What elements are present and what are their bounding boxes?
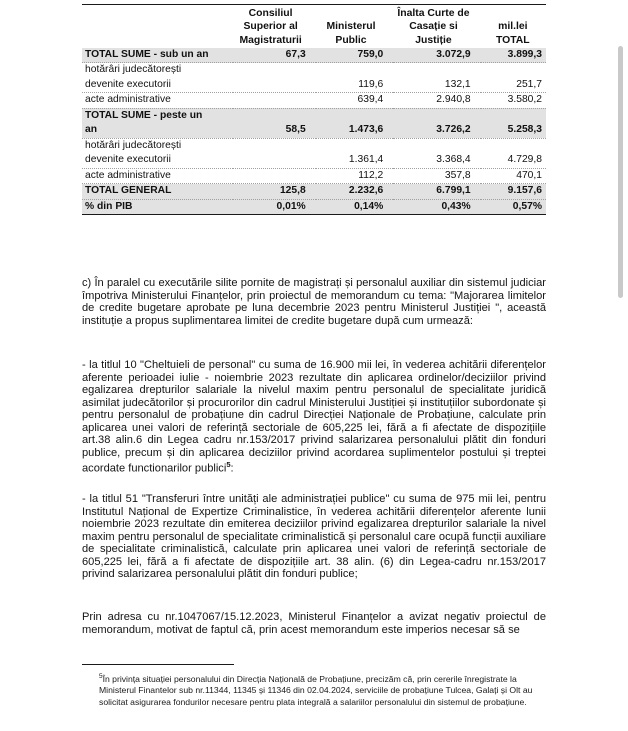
cell-ministerul-public: 759,0 bbox=[316, 48, 394, 63]
scrollbar-thumb[interactable] bbox=[618, 46, 623, 298]
cell-total: 9.157,6 bbox=[481, 184, 546, 200]
cell-iccj: 3.368,4 bbox=[393, 153, 480, 168]
row-label: an bbox=[82, 123, 233, 138]
footnote-number: 5 bbox=[99, 673, 103, 680]
cell-csm bbox=[233, 138, 316, 153]
cell-ministerul-public: 1.361,4 bbox=[316, 153, 394, 168]
cell-ministerul-public: 119,6 bbox=[316, 78, 394, 93]
row-label: TOTAL SUME - sub un an bbox=[82, 48, 233, 63]
header-line: Înalta Curte de bbox=[397, 8, 470, 19]
table-body bbox=[82, 48, 546, 215]
header-line: Superior al bbox=[243, 21, 298, 33]
row-label: hotărâri judecătorești bbox=[85, 64, 182, 76]
cell-ministerul-public: 2.232,6 bbox=[316, 184, 394, 200]
table-row bbox=[82, 63, 546, 78]
table-header bbox=[82, 5, 546, 48]
paragraph-c-executari-silite: c) În paralel cu executările silite pornite de magistrați și personalul auxiliar din sistemul judiciar împotriva Ministerului Finanțelor, prin proiectul de memorandum cu tema: "Majorarea limitelor de credite bugetare aprobate pe luna decembrie 2023 pentru Ministerul Justiției ", această instituție a propus suplimentarea limitei de credite bugetare după cum urmează: bbox=[82, 277, 546, 327]
cell-iccj: 0,43% bbox=[393, 199, 480, 215]
header-line: Justiție bbox=[415, 34, 452, 46]
table-row bbox=[82, 123, 546, 138]
cell-iccj bbox=[393, 138, 480, 153]
cell-csm: 67,3 bbox=[233, 48, 316, 63]
table-row bbox=[82, 168, 546, 184]
row-label: TOTAL GENERAL bbox=[82, 184, 233, 200]
header-cell-label bbox=[82, 5, 233, 48]
cell-total: 3.899,3 bbox=[481, 48, 546, 63]
footnote-reference-marker[interactable]: 5 bbox=[226, 460, 231, 470]
cell-total bbox=[481, 108, 546, 123]
table-row bbox=[82, 48, 546, 63]
cell-ministerul-public: 1.473,6 bbox=[316, 123, 394, 138]
cell-total: 470,1 bbox=[481, 168, 546, 184]
cell-iccj bbox=[393, 108, 480, 123]
cell-iccj bbox=[393, 63, 480, 78]
cell-csm bbox=[233, 93, 316, 109]
row-label: devenite executorii bbox=[82, 78, 233, 93]
cell-total: 3.580,2 bbox=[481, 93, 546, 109]
paragraph-text-tail: : bbox=[230, 463, 234, 476]
header-line: Public bbox=[335, 34, 367, 46]
cell-iccj: 6.799,1 bbox=[393, 184, 480, 200]
cell-iccj: 2.940,8 bbox=[393, 93, 480, 109]
paragraph-text: - la titlul 10 "Cheltuieli de personal" cu suma de 16.900 mii lei, în vederea achitării diferențelor aferente perioadei iulie - noiembrie 2023 rezultate din aplicarea ordinelor/deciziilor privind egalizarea drepturilor salariale la nivelul maxim pentru personalul de specialitate juridică asimilat judecătorilor și procurorilor din cadrul Ministerului Justiției și instituțiilor subordonate și pentru personalul de probațiune din cadrul Direcției Naționale de Probațiune, calculate prin aplicarea unei valori de referință sectoriale de 605,225 lei, fără a fi afectate de dispozițiile art.38 alin.6 din Legea cadru nr.153/2017 privind salarizarea personalului plătit din fonduri publice, precum și din aplicarea deciziilor privind acordarea suplimentelor postului și treptei acordate functionarilor publici bbox=[82, 359, 546, 476]
header-cell-iccj bbox=[393, 5, 480, 48]
cell-csm: 125,8 bbox=[233, 184, 316, 200]
cell-total: 251,7 bbox=[481, 78, 546, 93]
cell-csm: 58,5 bbox=[233, 123, 316, 138]
header-line: Magistraturii bbox=[239, 34, 302, 46]
header-line: TOTAL bbox=[495, 34, 530, 46]
financial-summary-table bbox=[82, 4, 546, 215]
table-row bbox=[82, 184, 546, 200]
row-label: devenite executorii bbox=[82, 153, 233, 168]
cell-ministerul-public bbox=[316, 108, 394, 123]
paragraph-titlul-10-cheltuieli-de-personal bbox=[82, 359, 546, 476]
row-label: acte administrative bbox=[82, 168, 233, 184]
paragraph-adresa-aviz-negativ: Prin adresa cu nr.1047067/15.12.2023, Ministerul Finanțelor a avizat negativ proiectul de memorandum, motivat de faptul că, prin acest memorandum este imperios necesar să se bbox=[82, 611, 546, 636]
table-row bbox=[82, 138, 546, 153]
cell-csm: 0,01% bbox=[233, 199, 316, 215]
cell-ministerul-public bbox=[316, 138, 394, 153]
cell-csm bbox=[233, 153, 316, 168]
table-row bbox=[82, 78, 546, 93]
cell-total: 4.729,8 bbox=[481, 153, 546, 168]
cell-ministerul-public: 112,2 bbox=[316, 168, 394, 184]
header-line: Consiliul bbox=[248, 8, 293, 19]
table-row bbox=[82, 93, 546, 109]
cell-iccj: 3.072,9 bbox=[393, 48, 480, 63]
cell-ministerul-public bbox=[316, 63, 394, 78]
paragraph-titlul-51-transferuri: - la titlul 51 "Transferuri între unități ale administrației publice" cu suma de 975 mii lei, pentru Institutul Național de Expertize Criminalistice, în vederea achitării diferențelor aferente lunii noiembrie 2023 rezultate din emiterea deciziilor privind egalizarea drepturilor salariale la nivel maxim pentru personalul de specialitate criminalistică și personalul care ocupă funcții auxiliare de specialitate criminalistică, calculate prin aplicarea unei valori de referință sectoriale de 605,225 lei, fără a fi afectate de dispozițiile art. 38 alin. (6) din Legea-cadru nr.153/2017 privind salarizarea personalului plătit din fonduri publice; bbox=[82, 493, 546, 581]
cell-iccj: 3.726,2 bbox=[393, 123, 480, 138]
cell-ministerul-public: 0,14% bbox=[316, 199, 394, 215]
cell-csm bbox=[233, 63, 316, 78]
row-label: % din PIB bbox=[82, 199, 233, 215]
row-label: TOTAL SUME - peste un bbox=[82, 108, 233, 123]
header-cell-total bbox=[481, 5, 546, 48]
footnote-separator-rule bbox=[82, 664, 234, 665]
table-row bbox=[82, 153, 546, 168]
cell-total: 5.258,3 bbox=[481, 123, 546, 138]
table-row bbox=[82, 108, 546, 123]
cell-total bbox=[481, 63, 546, 78]
row-label: acte administrative bbox=[82, 93, 233, 109]
footnote-5 bbox=[99, 671, 546, 708]
table-row bbox=[82, 199, 546, 215]
cell-total: 0,57% bbox=[481, 199, 546, 215]
cell-csm bbox=[233, 168, 316, 184]
header-line: mil.lei bbox=[498, 21, 528, 33]
header-line: Casație si bbox=[409, 21, 458, 33]
cell-csm bbox=[233, 78, 316, 93]
header-line: Ministerul bbox=[326, 21, 376, 33]
row-label: hotărâri judecătorești bbox=[85, 139, 182, 151]
table-header-row bbox=[82, 5, 546, 48]
cell-ministerul-public: 639,4 bbox=[316, 93, 394, 109]
vertical-scrollbar[interactable] bbox=[616, 0, 626, 731]
cell-iccj: 132,1 bbox=[393, 78, 480, 93]
cell-csm bbox=[233, 108, 316, 123]
footnote-text: În privința situației personalului din Direcția Națională de Probațiune, precizăm că, prin cererile înregistrate la Ministerul Finantelor sub nr.11344, 11345 și 11346 din 02.04.2024, serviciile de probațiune Tulcea, Galați și Olt au solicitat asigurarea fondurilor necesare pentru plata integrală a salariilor personalului din sistemul de probațiune. bbox=[99, 673, 533, 707]
header-cell-ministerul-public bbox=[316, 5, 394, 48]
cell-total bbox=[481, 138, 546, 153]
header-cell-csm bbox=[233, 5, 316, 48]
cell-iccj: 357,8 bbox=[393, 168, 480, 184]
